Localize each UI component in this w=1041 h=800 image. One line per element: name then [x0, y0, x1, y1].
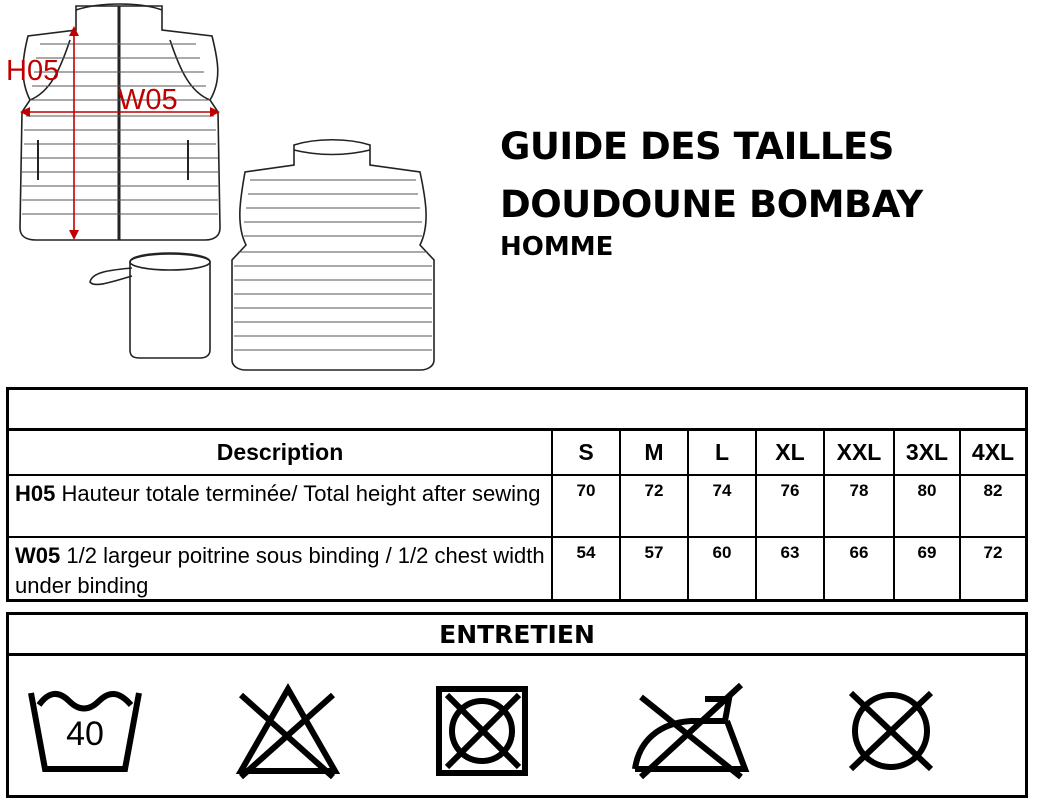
row-description-text: 1/2 largeur poitrine sous binding / 1/2 chest width under binding — [15, 543, 545, 598]
size-header-m: M — [620, 431, 688, 475]
row-description-text: Hauteur totale terminée/ Total height after sewing — [61, 481, 541, 506]
size-header-xxl: XXL — [824, 431, 894, 475]
back-vest-quilting — [234, 180, 432, 350]
do-not-iron-icon — [631, 681, 751, 781]
care-title: ENTRETIEN — [9, 615, 1025, 656]
value-cell: 63 — [756, 537, 824, 601]
value-cell: 76 — [756, 475, 824, 537]
size-table — [6, 387, 1028, 602]
value-cell: 66 — [824, 537, 894, 601]
table-top-strip — [9, 390, 1025, 431]
header-row — [9, 431, 1025, 475]
value-cell: 57 — [620, 537, 688, 601]
size-header-xl: XL — [756, 431, 824, 475]
value-cell: 72 — [620, 475, 688, 537]
care-section — [6, 612, 1028, 798]
value-cell: 80 — [894, 475, 960, 537]
back-vest-drawing — [232, 140, 434, 370]
size-header-3xl: 3XL — [894, 431, 960, 475]
wash-40-icon — [25, 681, 145, 781]
row-code: H05 — [15, 481, 56, 506]
size-header-4xl: 4XL — [960, 431, 1025, 475]
size-grid — [9, 431, 1025, 601]
size-header-l: L — [688, 431, 756, 475]
value-cell: 74 — [688, 475, 756, 537]
do-not-tumble-dry-icon — [433, 681, 533, 781]
title-block — [500, 118, 923, 262]
value-cell: 82 — [960, 475, 1025, 537]
size-header-s: S — [552, 431, 620, 475]
front-vest-drawing — [20, 4, 220, 240]
value-cell: 70 — [552, 475, 620, 537]
row-description — [9, 475, 552, 537]
vest-drawings-svg — [0, 0, 460, 380]
value-cell: 72 — [960, 537, 1025, 601]
width-marker-label: W05 — [118, 84, 178, 116]
value-cell: 78 — [824, 475, 894, 537]
product-name: DOUDOUNE BOMBAY — [500, 183, 923, 226]
garment-illustrations — [0, 0, 460, 380]
table-row — [9, 537, 1025, 601]
do-not-dry-clean-icon — [841, 681, 941, 781]
row-description — [9, 537, 552, 601]
value-cell: 54 — [552, 537, 620, 601]
table-row — [9, 475, 1025, 537]
do-not-bleach-icon — [233, 681, 343, 781]
description-header: Description — [9, 431, 552, 475]
page-title: GUIDE DES TAILLES — [500, 125, 894, 168]
value-cell: 69 — [894, 537, 960, 601]
height-marker-label: H05 — [6, 55, 60, 87]
storage-pouch-drawing — [90, 253, 210, 358]
value-cell: 60 — [688, 537, 756, 601]
gender-subtitle: HOMME — [500, 232, 614, 262]
row-code: W05 — [15, 543, 61, 568]
wash-temperature: 40 — [66, 715, 104, 753]
